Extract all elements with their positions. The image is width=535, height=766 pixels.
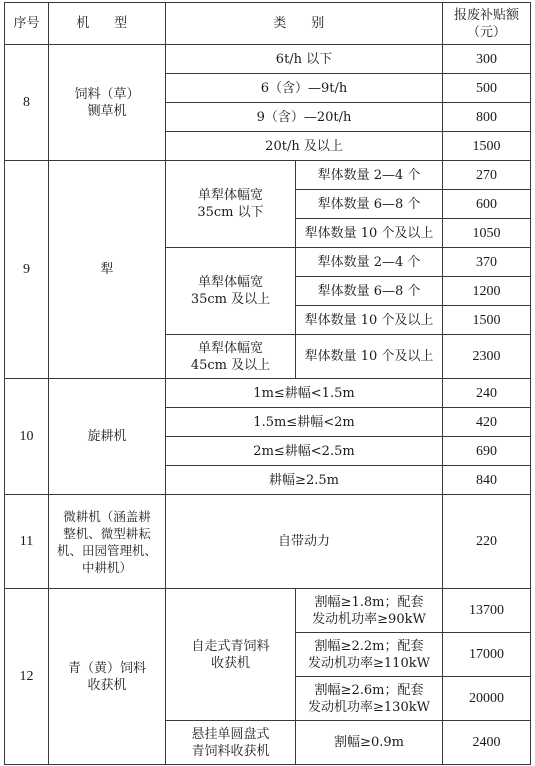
category-cell: 割幅≥2.6m；配套 发动机功率≥130kW — [296, 677, 443, 721]
model-cell: 青（黄）饲料 收获机 — [49, 589, 166, 765]
category-cell: 割幅≥0.9m — [296, 721, 443, 765]
amount-cell: 800 — [443, 103, 531, 132]
category-cell: 2m≤耕幅<2.5m — [166, 437, 443, 466]
category-cell: 自带动力 — [166, 495, 443, 589]
category-cell: 1m≤耕幅<1.5m — [166, 379, 443, 408]
table-row — [5, 495, 531, 589]
subgroup-cell: 悬挂单圆盘式 青饲料收获机 — [166, 721, 296, 765]
header-category: 类 别 — [166, 3, 443, 45]
seq-cell: 8 — [5, 45, 49, 161]
seq-cell: 11 — [5, 495, 49, 589]
amount-cell: 20000 — [443, 677, 531, 721]
amount-cell: 600 — [443, 190, 531, 219]
subgroup-cell: 单犁体幅宽 35cm 以下 — [166, 161, 296, 248]
subgroup-cell: 单犁体幅宽 45cm 及以上 — [166, 335, 296, 379]
subgroup-cell: 单犁体幅宽 35cm 及以上 — [166, 248, 296, 335]
table-row — [5, 45, 531, 74]
category-cell: 犁体数量 10 个及以上 — [296, 219, 443, 248]
category-cell: 20t/h 及以上 — [166, 132, 443, 161]
seq-cell: 12 — [5, 589, 49, 765]
model-cell: 微耕机（涵盖耕 整机、微型耕耘 机、田园管理机、 中耕机） — [49, 495, 166, 589]
category-cell: 6（含）—9t/h — [166, 74, 443, 103]
model-cell: 饲料（草） 铡草机 — [49, 45, 166, 161]
category-cell: 割幅≥1.8m；配套 发动机功率≥90kW — [296, 589, 443, 633]
amount-cell: 500 — [443, 74, 531, 103]
header-amount: 报废补贴额 （元） — [443, 3, 531, 45]
amount-cell: 2300 — [443, 335, 531, 379]
amount-cell: 1500 — [443, 132, 531, 161]
category-cell: 犁体数量 10 个及以上 — [296, 306, 443, 335]
amount-cell: 240 — [443, 379, 531, 408]
category-cell: 9（含）—20t/h — [166, 103, 443, 132]
amount-cell: 13700 — [443, 589, 531, 633]
amount-cell: 17000 — [443, 633, 531, 677]
amount-cell: 420 — [443, 408, 531, 437]
seq-cell: 10 — [5, 379, 49, 495]
category-cell: 6t/h 以下 — [166, 45, 443, 74]
amount-cell: 1500 — [443, 306, 531, 335]
category-cell: 割幅≥2.2m；配套 发动机功率≥110kW — [296, 633, 443, 677]
amount-cell: 370 — [443, 248, 531, 277]
model-cell: 旋耕机 — [49, 379, 166, 495]
amount-cell: 1050 — [443, 219, 531, 248]
subgroup-cell: 自走式青饲料 收获机 — [166, 589, 296, 721]
table-row — [5, 589, 531, 633]
header-model: 机 型 — [49, 3, 166, 45]
header-seq: 序号 — [5, 3, 49, 45]
amount-cell: 690 — [443, 437, 531, 466]
category-cell: 1.5m≤耕幅<2m — [166, 408, 443, 437]
amount-cell: 300 — [443, 45, 531, 74]
amount-cell: 840 — [443, 466, 531, 495]
category-cell: 犁体数量 6—8 个 — [296, 190, 443, 219]
table-row — [5, 161, 531, 190]
category-cell: 犁体数量 2—4 个 — [296, 248, 443, 277]
amount-cell: 1200 — [443, 277, 531, 306]
amount-cell: 270 — [443, 161, 531, 190]
category-cell: 耕幅≥2.5m — [166, 466, 443, 495]
subsidy-table — [4, 2, 531, 765]
model-cell: 犁 — [49, 161, 166, 379]
category-cell: 犁体数量 6—8 个 — [296, 277, 443, 306]
table-row — [5, 379, 531, 408]
category-cell: 犁体数量 2—4 个 — [296, 161, 443, 190]
seq-cell: 9 — [5, 161, 49, 379]
amount-cell: 2400 — [443, 721, 531, 765]
amount-cell: 220 — [443, 495, 531, 589]
category-cell: 犁体数量 10 个及以上 — [296, 335, 443, 379]
header-row — [5, 3, 531, 45]
